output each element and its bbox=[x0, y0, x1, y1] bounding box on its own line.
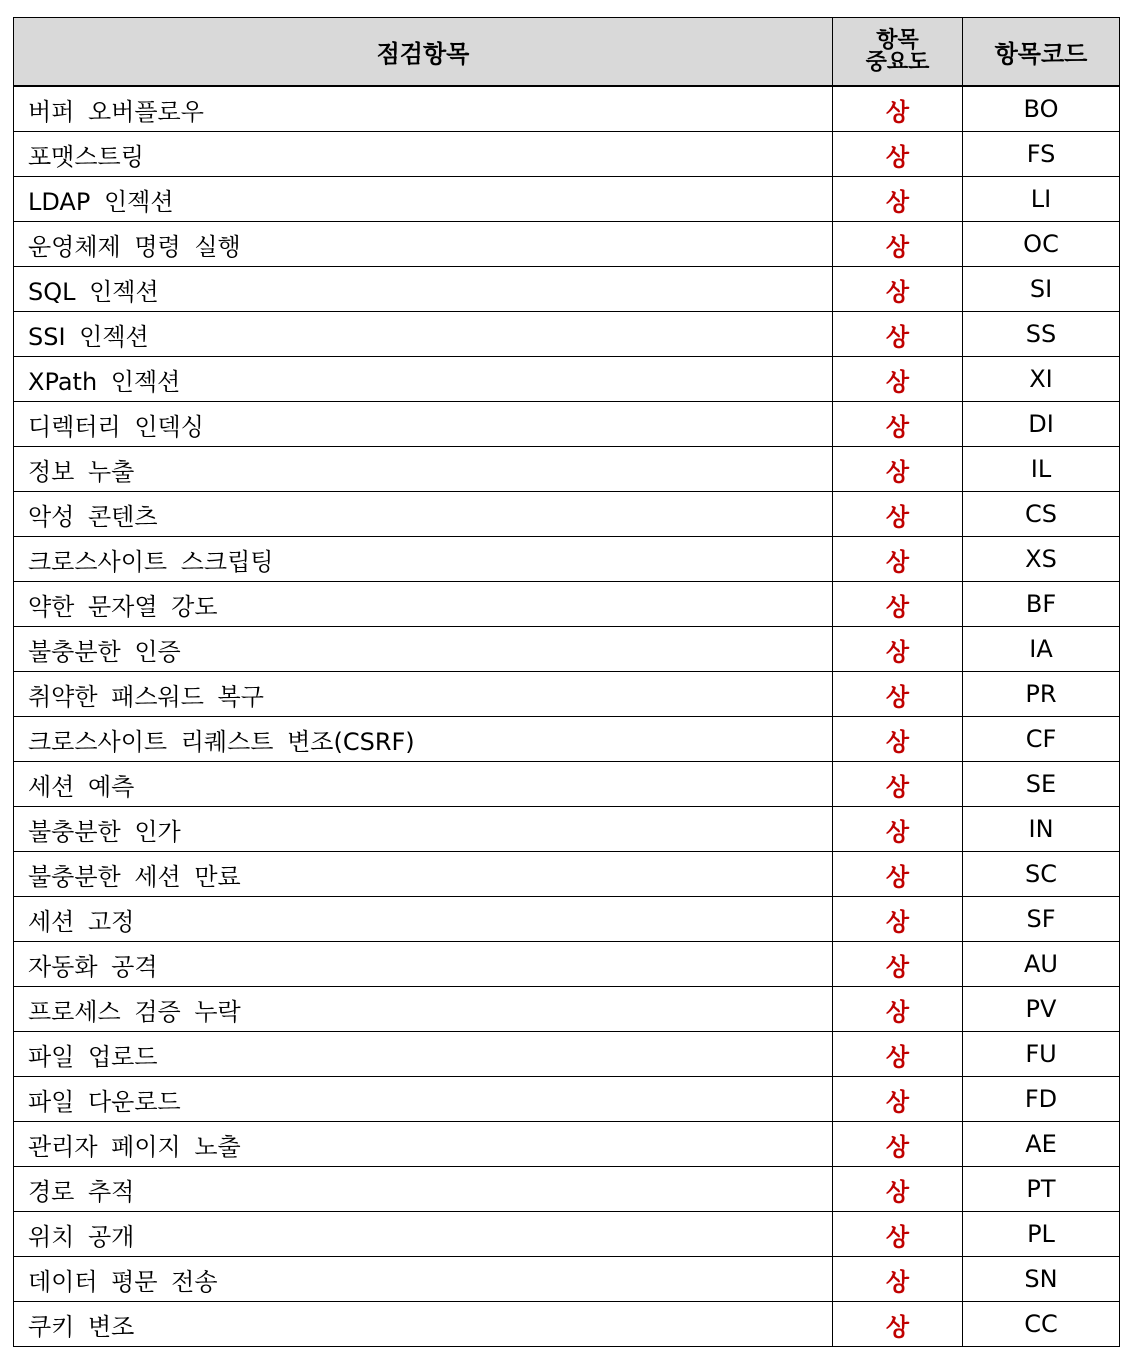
item-code-cell: FS bbox=[963, 132, 1120, 177]
item-code-cell: PL bbox=[963, 1212, 1120, 1257]
importance-cell: 상 bbox=[833, 86, 963, 132]
item-code-cell: CS bbox=[963, 492, 1120, 537]
table-row bbox=[14, 447, 1120, 492]
inspection-item-cell: LDAP 인젝션 bbox=[14, 177, 833, 222]
inspection-item-cell: 불충분한 인증 bbox=[14, 627, 833, 672]
inspection-item-cell: 디렉터리 인덱싱 bbox=[14, 402, 833, 447]
importance-cell: 상 bbox=[833, 1167, 963, 1212]
table-row bbox=[14, 942, 1120, 987]
item-code-cell: SI bbox=[963, 267, 1120, 312]
item-code-cell: PV bbox=[963, 987, 1120, 1032]
inspection-item-cell: 쿠키 변조 bbox=[14, 1302, 833, 1347]
header-item-code: 항목코드 bbox=[963, 18, 1120, 87]
inspection-item-cell: 세션 예측 bbox=[14, 762, 833, 807]
table-row bbox=[14, 86, 1120, 132]
inspection-items-table bbox=[13, 17, 1120, 1347]
item-code-cell: SC bbox=[963, 852, 1120, 897]
table-row bbox=[14, 672, 1120, 717]
inspection-item-cell: 취약한 패스워드 복구 bbox=[14, 672, 833, 717]
inspection-item-cell: 데이터 평문 전송 bbox=[14, 1257, 833, 1302]
inspection-item-cell: 자동화 공격 bbox=[14, 942, 833, 987]
importance-cell: 상 bbox=[833, 312, 963, 357]
item-code-cell: SN bbox=[963, 1257, 1120, 1302]
item-code-cell: DI bbox=[963, 402, 1120, 447]
inspection-item-cell: 프로세스 검증 누락 bbox=[14, 987, 833, 1032]
inspection-item-cell: 세션 고정 bbox=[14, 897, 833, 942]
table-row bbox=[14, 537, 1120, 582]
importance-cell: 상 bbox=[833, 402, 963, 447]
inspection-item-cell: 불충분한 인가 bbox=[14, 807, 833, 852]
table-row bbox=[14, 1122, 1120, 1167]
item-code-cell: CC bbox=[963, 1302, 1120, 1347]
inspection-item-cell: SSI 인젝션 bbox=[14, 312, 833, 357]
importance-cell: 상 bbox=[833, 807, 963, 852]
inspection-item-cell: 포맷스트링 bbox=[14, 132, 833, 177]
importance-cell: 상 bbox=[833, 1077, 963, 1122]
table-row bbox=[14, 492, 1120, 537]
importance-cell: 상 bbox=[833, 627, 963, 672]
item-code-cell: PT bbox=[963, 1167, 1120, 1212]
importance-cell: 상 bbox=[833, 897, 963, 942]
item-code-cell: LI bbox=[963, 177, 1120, 222]
inspection-item-cell: 불충분한 세션 만료 bbox=[14, 852, 833, 897]
importance-cell: 상 bbox=[833, 222, 963, 267]
item-code-cell: SF bbox=[963, 897, 1120, 942]
importance-cell: 상 bbox=[833, 852, 963, 897]
table-row bbox=[14, 177, 1120, 222]
table-row bbox=[14, 357, 1120, 402]
importance-cell: 상 bbox=[833, 357, 963, 402]
inspection-item-cell: 위치 공개 bbox=[14, 1212, 833, 1257]
table-row bbox=[14, 807, 1120, 852]
item-code-cell: SS bbox=[963, 312, 1120, 357]
table-row bbox=[14, 132, 1120, 177]
inspection-items-table-container bbox=[13, 17, 1120, 1347]
importance-cell: 상 bbox=[833, 1257, 963, 1302]
importance-cell: 상 bbox=[833, 537, 963, 582]
item-code-cell: AU bbox=[963, 942, 1120, 987]
table-row bbox=[14, 987, 1120, 1032]
header-inspection-item: 점검항목 bbox=[14, 18, 833, 87]
table-row bbox=[14, 627, 1120, 672]
inspection-item-cell: 관리자 페이지 노출 bbox=[14, 1122, 833, 1167]
inspection-item-cell: 크로스사이트 스크립팅 bbox=[14, 537, 833, 582]
importance-cell: 상 bbox=[833, 942, 963, 987]
table-row bbox=[14, 1167, 1120, 1212]
table-row bbox=[14, 1032, 1120, 1077]
importance-cell: 상 bbox=[833, 1212, 963, 1257]
importance-cell: 상 bbox=[833, 762, 963, 807]
item-code-cell: BF bbox=[963, 582, 1120, 627]
table-row bbox=[14, 1212, 1120, 1257]
inspection-item-cell: 정보 누출 bbox=[14, 447, 833, 492]
item-code-cell: OC bbox=[963, 222, 1120, 267]
item-code-cell: AE bbox=[963, 1122, 1120, 1167]
table-header-row bbox=[14, 18, 1120, 87]
inspection-item-cell: 파일 다운로드 bbox=[14, 1077, 833, 1122]
inspection-item-cell: 크로스사이트 리퀘스트 변조(CSRF) bbox=[14, 717, 833, 762]
header-importance-line1: 항목 bbox=[876, 27, 919, 53]
item-code-cell: BO bbox=[963, 86, 1120, 132]
item-code-cell: CF bbox=[963, 717, 1120, 762]
importance-cell: 상 bbox=[833, 447, 963, 492]
item-code-cell: XS bbox=[963, 537, 1120, 582]
importance-cell: 상 bbox=[833, 582, 963, 627]
table-row bbox=[14, 582, 1120, 627]
table-row bbox=[14, 1302, 1120, 1347]
importance-cell: 상 bbox=[833, 1032, 963, 1077]
importance-cell: 상 bbox=[833, 1302, 963, 1347]
table-row bbox=[14, 402, 1120, 447]
importance-cell: 상 bbox=[833, 672, 963, 717]
item-code-cell: PR bbox=[963, 672, 1120, 717]
table-row bbox=[14, 1077, 1120, 1122]
inspection-item-cell: 파일 업로드 bbox=[14, 1032, 833, 1077]
header-importance bbox=[833, 18, 963, 87]
importance-cell: 상 bbox=[833, 132, 963, 177]
table-row bbox=[14, 267, 1120, 312]
importance-cell: 상 bbox=[833, 492, 963, 537]
inspection-item-cell: 악성 콘텐츠 bbox=[14, 492, 833, 537]
table-row bbox=[14, 222, 1120, 267]
importance-cell: 상 bbox=[833, 267, 963, 312]
table-row bbox=[14, 897, 1120, 942]
table-row bbox=[14, 762, 1120, 807]
item-code-cell: FD bbox=[963, 1077, 1120, 1122]
importance-cell: 상 bbox=[833, 1122, 963, 1167]
item-code-cell: FU bbox=[963, 1032, 1120, 1077]
inspection-item-cell: 운영체제 명령 실행 bbox=[14, 222, 833, 267]
importance-cell: 상 bbox=[833, 177, 963, 222]
item-code-cell: SE bbox=[963, 762, 1120, 807]
item-code-cell: IN bbox=[963, 807, 1120, 852]
importance-cell: 상 bbox=[833, 987, 963, 1032]
item-code-cell: IA bbox=[963, 627, 1120, 672]
table-body bbox=[14, 86, 1120, 1347]
item-code-cell: IL bbox=[963, 447, 1120, 492]
inspection-item-cell: 약한 문자열 강도 bbox=[14, 582, 833, 627]
inspection-item-cell: XPath 인젝션 bbox=[14, 357, 833, 402]
inspection-item-cell: SQL 인젝션 bbox=[14, 267, 833, 312]
inspection-item-cell: 버퍼 오버플로우 bbox=[14, 86, 833, 132]
table-row bbox=[14, 1257, 1120, 1302]
table-row bbox=[14, 852, 1120, 897]
table-row bbox=[14, 717, 1120, 762]
table-row bbox=[14, 312, 1120, 357]
importance-cell: 상 bbox=[833, 717, 963, 762]
header-importance-line2: 중요도 bbox=[865, 49, 930, 75]
item-code-cell: XI bbox=[963, 357, 1120, 402]
inspection-item-cell: 경로 추적 bbox=[14, 1167, 833, 1212]
